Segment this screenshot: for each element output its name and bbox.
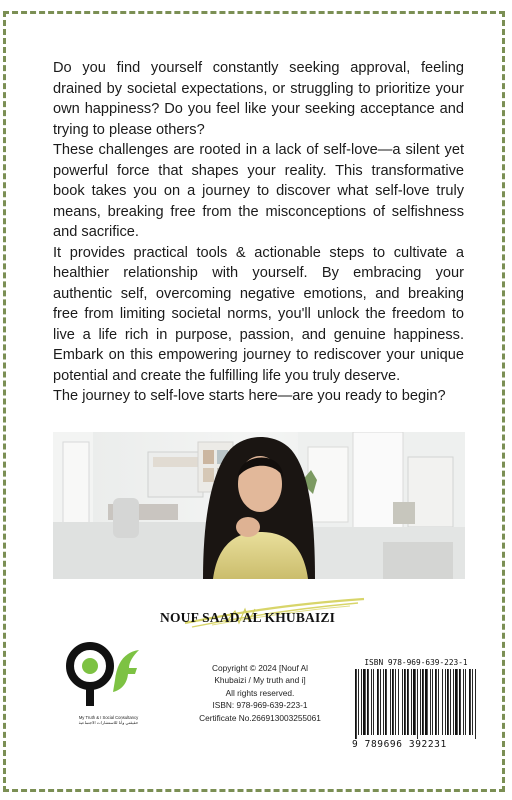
copyright-notice <box>194 662 326 724</box>
blurb-paragraph-3: It provides practical tools & actionable steps to cultivate a healthier relationship with yourself. By embracing your authentic self, overcoming negative emotions, and breaking free from limiting societal norms, you'll unlock the freedom to live a life rich in purpose, passion, and genuine happiness. Embark on this empowering journey to rediscover your unique potential and create the fulfilling life you truly deserve. <box>53 244 464 384</box>
barcode-bar <box>404 669 406 735</box>
barcode-bar <box>450 669 451 735</box>
barcode-bar <box>377 669 379 735</box>
barcode-bar <box>459 669 461 735</box>
barcode-bar <box>358 669 359 735</box>
barcode-bar <box>398 669 399 735</box>
barcode-bar <box>472 669 473 735</box>
barcode-bar <box>363 669 366 735</box>
copyright-line: Certificate No.266913003255061 <box>199 712 321 723</box>
barcode-bars <box>352 669 480 739</box>
barcode-bar <box>361 669 362 735</box>
copyright-line: All rights reserved. <box>225 687 295 698</box>
barcode-bar <box>453 669 454 735</box>
barcode-bar <box>463 669 464 735</box>
barcode-bar <box>367 669 369 735</box>
isbn-label: ISBN 978-969-639-223-1 <box>364 658 468 667</box>
publisher-name-arabic: حقيقتي وأنا للاستشارات الاجتماعية <box>78 720 139 725</box>
barcode-bar <box>455 669 458 735</box>
barcode-bar <box>392 669 394 735</box>
blurb-paragraph-1: Do you find yourself constantly seeking approval, feeling drained by societal expectations, or struggling to prioritize your own happiness? Do you feel like your seeking acceptance and trying to please others? <box>53 60 464 138</box>
barcode-bar <box>395 669 396 735</box>
barcode-bar <box>417 669 418 739</box>
barcode-bar <box>413 669 416 735</box>
barcode-bar <box>371 669 372 735</box>
author-photo <box>53 432 465 579</box>
barcode-bar <box>373 669 374 735</box>
barcode-bar <box>430 669 431 735</box>
author-signature-block <box>160 597 390 637</box>
copyright-line: Copyright © 2024 [Nouf Al <box>211 663 309 673</box>
barcode-bar <box>385 669 387 735</box>
barcode-bar <box>445 669 446 735</box>
barcode-bar <box>435 669 437 735</box>
publisher-name: My Truth & I Social Consultancy <box>78 715 139 720</box>
barcode-bar <box>432 669 433 735</box>
isbn-barcode <box>352 656 480 751</box>
barcode-bar <box>355 669 357 739</box>
barcode-bar <box>402 669 403 735</box>
barcode-bar <box>469 669 471 735</box>
barcode-bar <box>475 669 476 739</box>
publisher-caption <box>60 715 157 725</box>
barcode-bar <box>422 669 424 735</box>
blurb-paragraph-2: These challenges are rooted in a lack of self-love—a silent yet powerful force that shapes your reality. This transformative book takes you on a journey to discover what self-love truly means, breaking free from the misconceptions of selfishness and sacrifice. <box>53 142 464 240</box>
barcode-bar <box>442 669 443 735</box>
author-name: NOUF SAAD AL KHUBAIZI <box>160 610 336 625</box>
barcode-bar <box>383 669 384 735</box>
barcode-bar <box>438 669 439 735</box>
barcode-bar <box>447 669 449 735</box>
barcode-bar <box>380 669 381 735</box>
back-cover-blurb <box>53 58 464 407</box>
barcode-bar <box>390 669 391 735</box>
barcode-bar <box>465 669 466 735</box>
barcode-bar <box>425 669 428 735</box>
copyright-line: Khubaizi / My truth and i] <box>214 675 306 686</box>
barcode-digits: 9 789696 392231 <box>352 739 447 750</box>
barcode-bar <box>420 669 421 735</box>
blurb-paragraph-4: The journey to self-love starts here—are you ready to begin? <box>53 388 446 404</box>
barcode-bar <box>411 669 412 735</box>
barcode-bar <box>407 669 409 735</box>
copyright-line: ISBN: 978-969-639-223-1 <box>212 700 308 711</box>
